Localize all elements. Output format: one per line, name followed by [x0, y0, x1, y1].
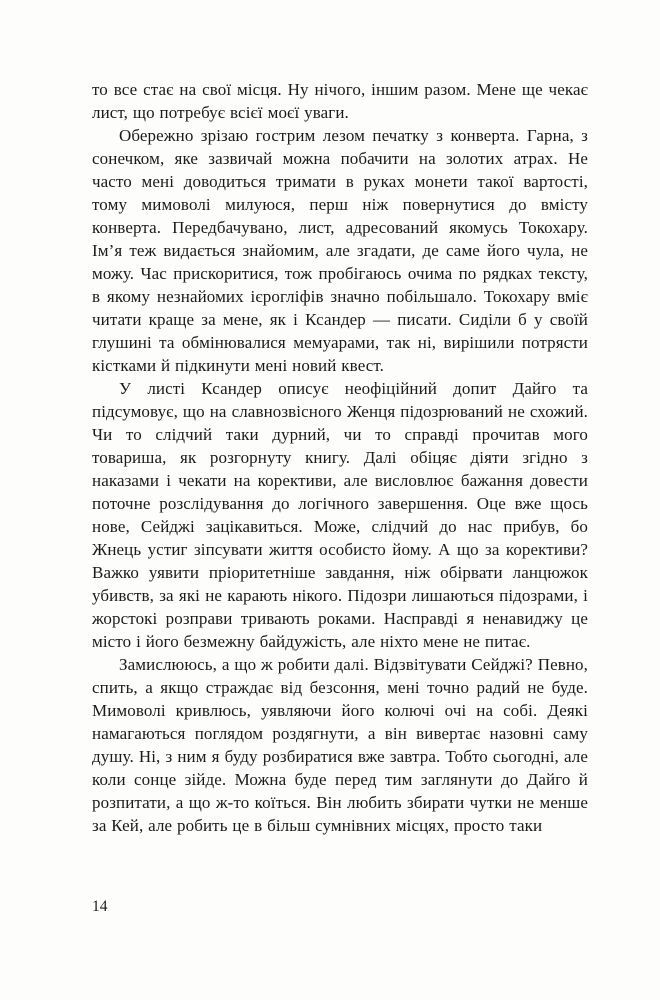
paragraph: Обережно зрізаю гострим лезом печатку з конверта. Гарна, з сонечком, яке зазвичай можна побачити на золотих атрах. Не часто мені доводиться тримати в руках монети такої вартості, тому мимоволі милуюся, перш ніж повернутися до вмісту конверта. Передбачувано, лист, адресований якомусь Токохару. Ім’я теж видається знайомим, але згадати, де саме його чула, не можу. Час прискоритися, тож пробігаюсь очима по рядках тексту, в якому незнайомих ієрогліфів значно побільшало. Токохару вміє читати краще за мене, як і Ксандер — писати. Сиділи б у своїй глушині та обмінювалися мемуарами, так ні, вирішили потрясти кістками й підкинути мені новий квест.	[92, 126, 588, 375]
paragraph: У листі Ксандер описує неофіційний допит Дайго та підсумовує, що на славнозвісного Женця підозрюваний не схожий. Чи то слідчий таки дурний, чи то справді прочитав мого товариша, як розгорнуту книгу. Далі обіцяє діяти згідно з наказами і чекати на корективи, але висловлює бажання довести поточне розслідування до логічного завершення. Оце вже щось нове, Сейджі зацікавиться. Може, слідчий до нас прибув, бо Жнець устиг зіпсувати життя особисто йому. А що за корективи? Важко уявити пріоритетніше завдання, ніж обірвати ланцюжок убивств, за які не карають нікого. Підозри лишаються підозрами, і жорстокі розправи тривають роками. Насправді я ненавиджу це місто і його безмежну байдужість, але ніхто мене не питає.	[92, 379, 588, 651]
page-number: 14	[92, 898, 108, 915]
page-text-block	[92, 78, 588, 837]
paragraph-continuation: то все стає на свої місця. Ну нічого, іншим разом. Мене ще чекає лист, що потребує всієї моєї уваги.	[92, 80, 588, 122]
paragraph: Замислююсь, а що ж робити далі. Відзвітувати Сейджі? Певно, спить, а якщо страждає від безсоння, мені точно радий не буде. Мимоволі кривлюсь, уявляючи його колючі очі на собі. Деякі намагаються поглядом роздягнути, а він вивертає назовні саму душу. Ні, з ним я буду розбиратися вже завтра. Тобто сьогодні, але коли сонце зійде. Можна буде перед тим заглянути до Дайго й розпитати, а що ж-то коїться. Він любить збирати чутки не менше за Кей, але робить це в більш сумнівних місцях, просто таки	[92, 655, 588, 835]
